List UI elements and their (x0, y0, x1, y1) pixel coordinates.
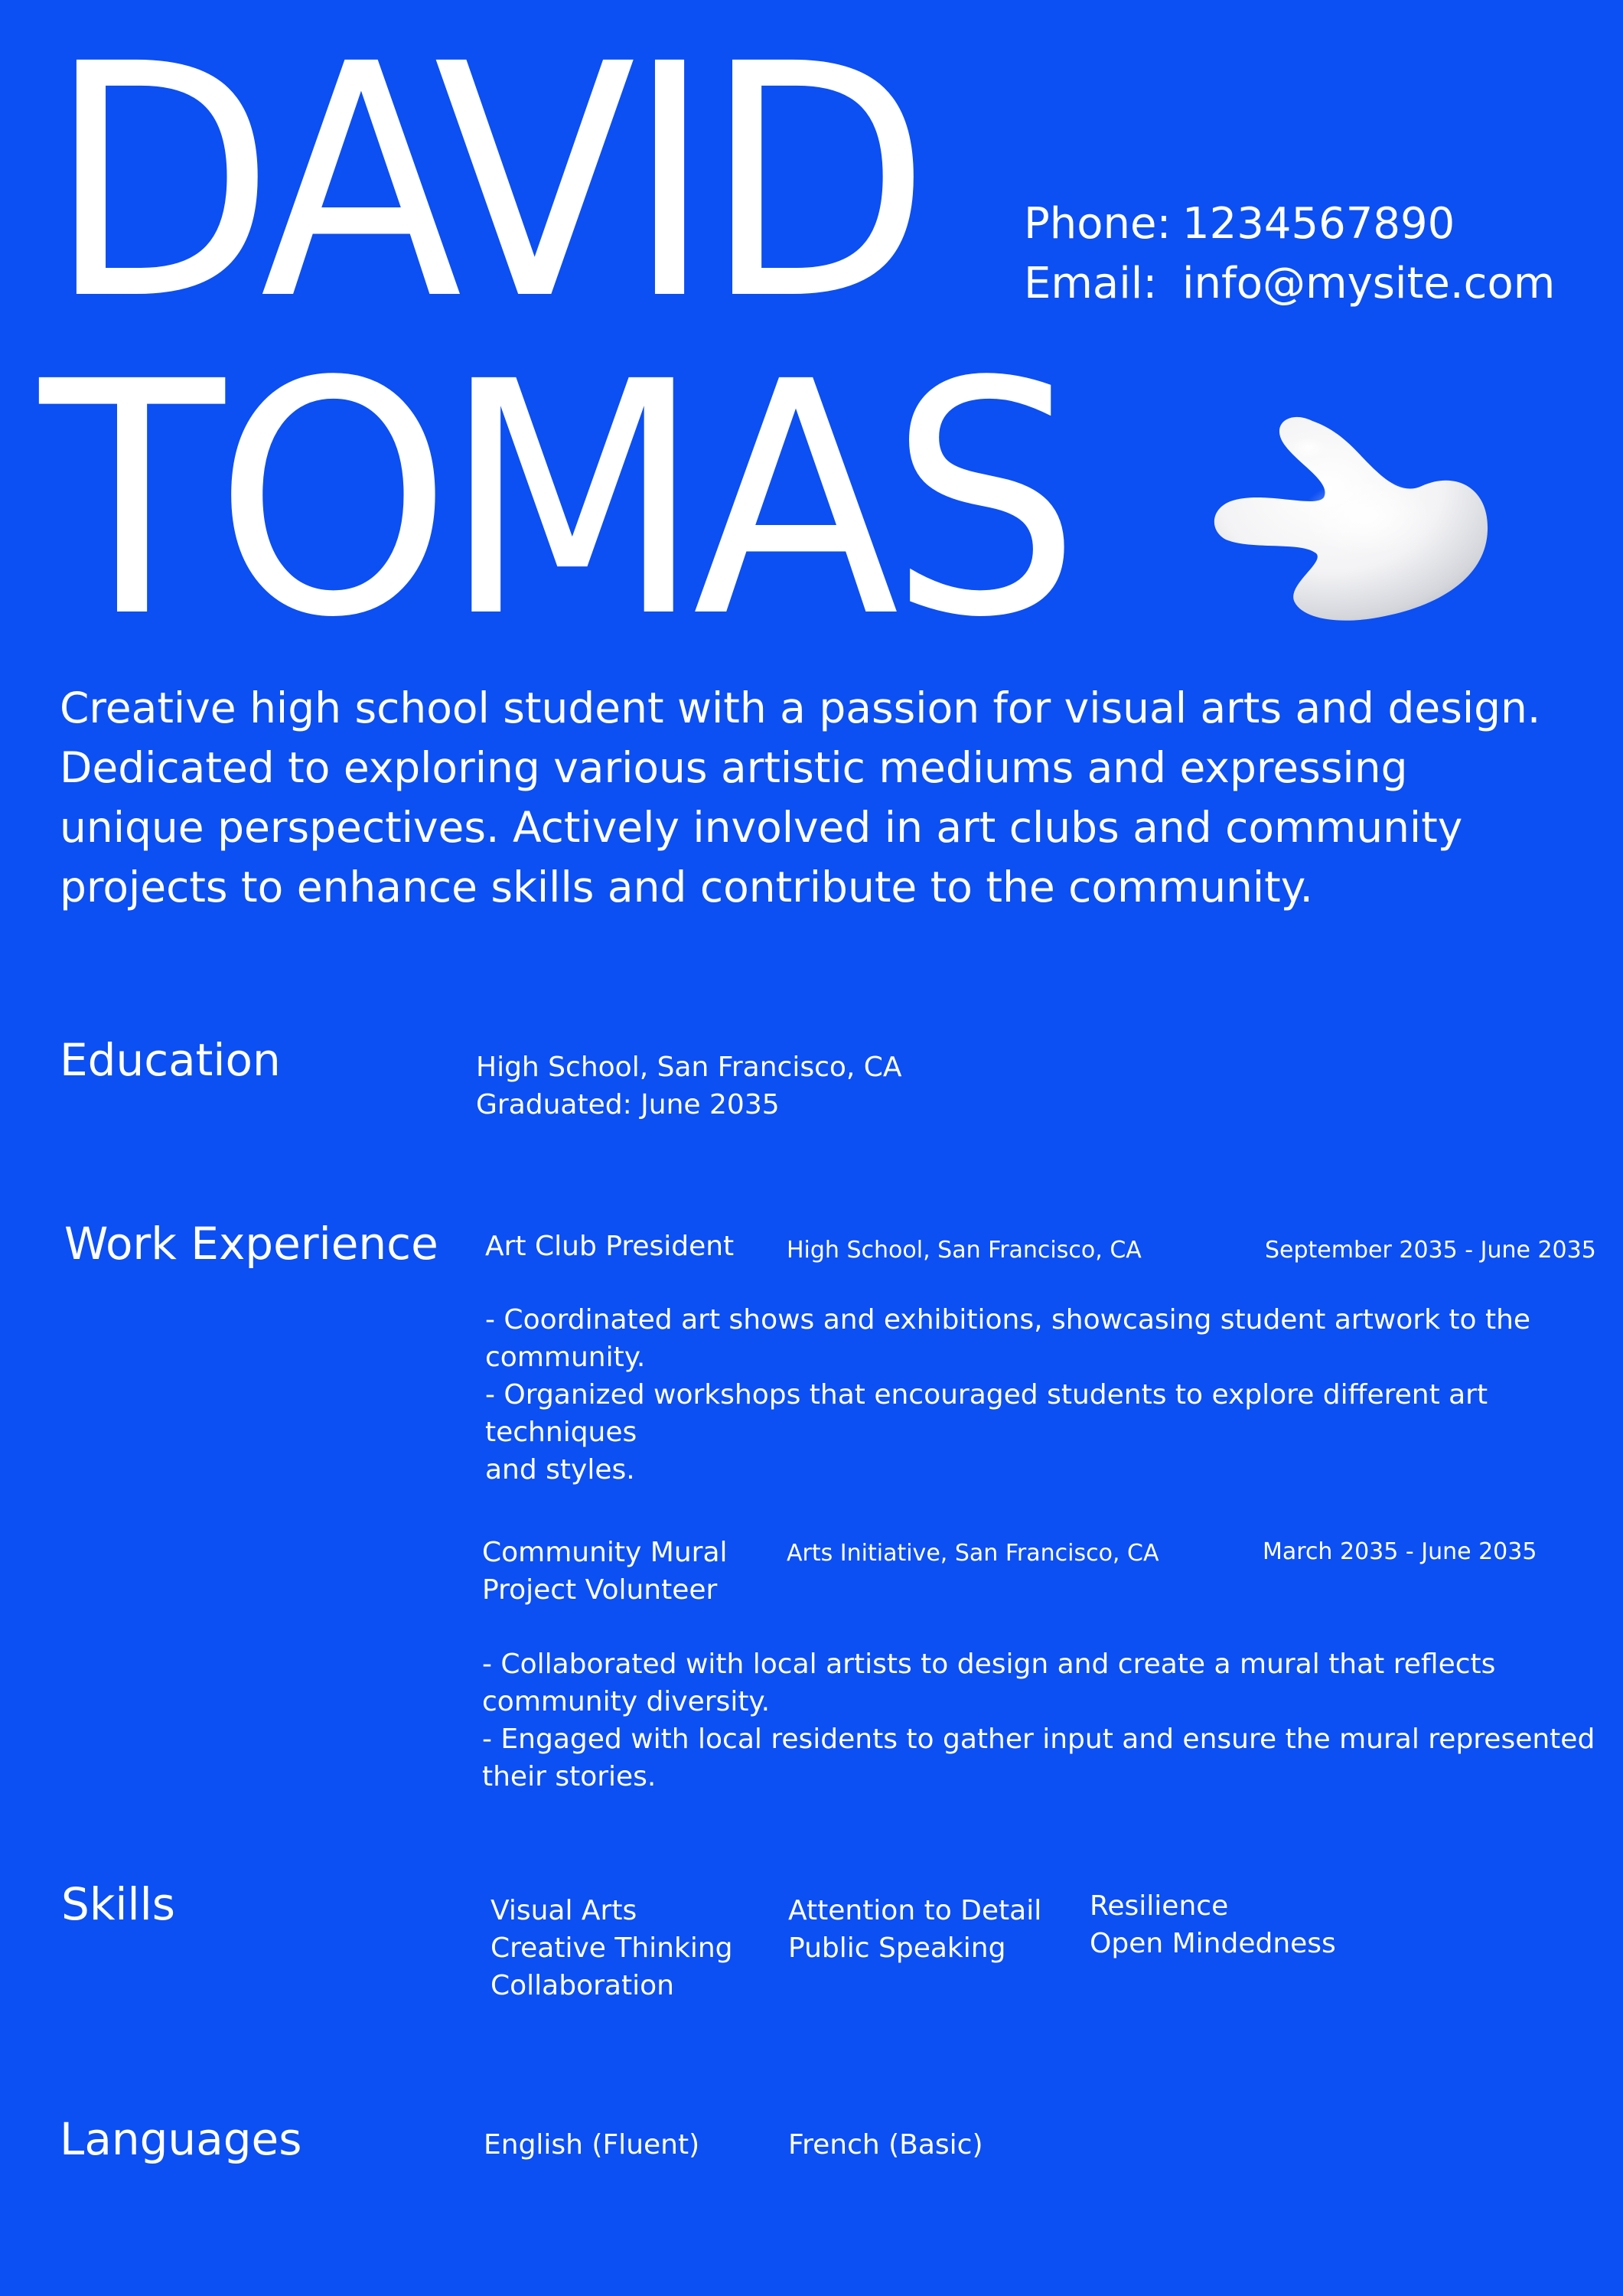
work-experience-title: Work Experience (64, 1218, 438, 1270)
last-name: TOMAS (40, 314, 1071, 688)
skills-title: Skills (61, 1878, 175, 1930)
skill-item: Visual Arts (490, 1895, 637, 1926)
education-school: High School, San Francisco, CA (476, 1052, 902, 1083)
skills-column-2 (788, 1892, 1041, 1967)
skill-item: Collaboration (490, 1970, 674, 2001)
job-2-dates: March 2035 - June 2035 (1263, 1538, 1537, 1565)
job-2-bullets: - Collaborated with local artists to design and create a mural that reflects community diversity. - Engaged with local residents to gather input and ensure the mural represented their stories. (482, 1649, 1595, 1792)
job-2-role: Community Mural Project Volunteer (482, 1537, 728, 1606)
skills-column-1 (490, 1892, 733, 2004)
education-title: Education (60, 1034, 281, 1086)
phone-label: Phone: (1024, 199, 1172, 249)
first-name: DAVID (47, 0, 921, 370)
email-value[interactable]: info@mysite.com (1182, 259, 1556, 308)
phone-value: 1234567890 (1182, 199, 1455, 249)
education-graduated: Graduated: June 2035 (476, 1089, 780, 1120)
skill-item: Creative Thinking (490, 1932, 733, 1964)
job-1-role: Art Club President (485, 1231, 735, 1262)
job-1-organization: High School, San Francisco, CA (787, 1237, 1142, 1264)
contact-values (1182, 194, 1555, 314)
skill-item: Open Mindedness (1090, 1928, 1336, 1959)
job-1-bullets: - Coordinated art shows and exhibitions, showcasing student artwork to the community. - Organized workshops that encouraged students to explore different art techniques and styles. (485, 1304, 1531, 1486)
skill-item: Public Speaking (788, 1932, 1006, 1964)
languages-title: Languages (60, 2113, 302, 2165)
education-details (476, 1049, 902, 1124)
job-1-dates: September 2035 - June 2035 (1265, 1237, 1596, 1264)
job-2-organization: Arts Initiative, San Francisco, CA (787, 1540, 1159, 1567)
language-item: English (Fluent) (484, 2129, 700, 2161)
profile-summary: Creative high school student with a passion for visual arts and design. Dedicated to exploring various artistic mediums and expressing unique perspectives. Actively involved in art clubs and community projects to enhance skills and contribute to the community. (60, 683, 1541, 912)
skill-item: Attention to Detail (788, 1895, 1042, 1926)
skills-column-3 (1090, 1887, 1336, 1962)
skill-item: Resilience (1090, 1890, 1229, 1922)
email-label: Email: (1024, 259, 1158, 308)
blob-decoration-icon (1209, 402, 1492, 631)
contact-labels (1024, 194, 1171, 314)
language-item: French (Basic) (788, 2129, 983, 2161)
